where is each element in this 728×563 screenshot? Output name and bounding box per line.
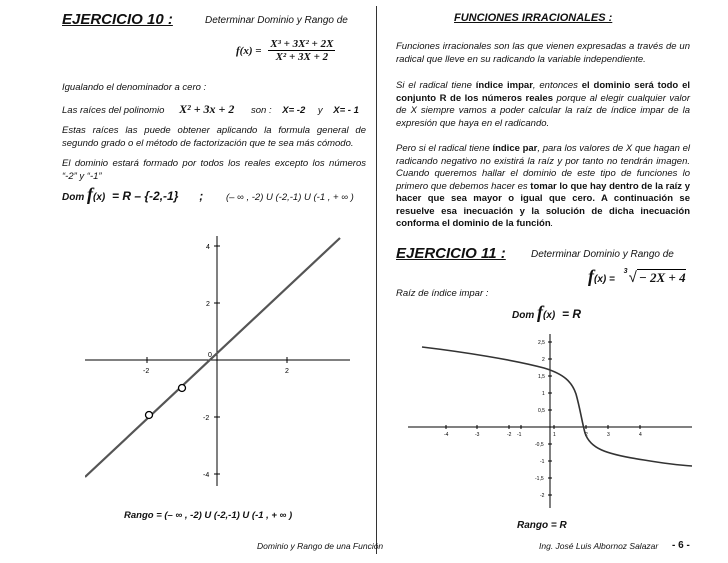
graph1-ytick-3: -2: [203, 415, 210, 422]
function-denominator: X² + 3X + 2: [275, 51, 329, 63]
column-divider: [376, 6, 377, 554]
dom-label: Dom: [62, 192, 85, 203]
p2-e: porque al elegir cualquier valor de X siempre vamos a poder calcular la raíz de índice impar de la expresión que haya en el radicando.: [396, 92, 690, 129]
function-lhs: f(x) =: [236, 44, 262, 57]
graph2-xtick-5: 1: [553, 432, 556, 438]
right-p4: Raíz de índice impar :: [396, 288, 489, 299]
right-p2: [396, 80, 690, 130]
dom-f: f: [87, 184, 94, 204]
dom11-x: (x): [543, 310, 556, 321]
ex11-title: EJERCICIO 11 :: [396, 245, 506, 262]
p3-d: tomar lo que hay dentro de la raíz y hacer que sea mayor o igual que cero. A continuación se resuelve esa inecuación y la solución de dicha inecuación conforma el dominio de la función: [396, 180, 690, 229]
root-1: X= -2: [282, 105, 306, 116]
f11-x: (x) =: [594, 274, 615, 285]
graph1-ytick-2: 2: [206, 301, 210, 308]
roots-y: y: [317, 105, 323, 116]
roots-text: Las raíces del polinomio: [62, 105, 165, 116]
function-numerator: X³ + 3X² + 2X: [270, 38, 334, 50]
graph2-ytick-6: -0,5: [535, 442, 544, 448]
graph2-ytick-5: 0,5: [538, 408, 545, 414]
dom11-label: Dom: [512, 310, 535, 321]
graph2-xtick-3: -2: [507, 432, 512, 438]
dom-sep: ;: [199, 189, 204, 203]
root-2: X= - 1: [333, 105, 359, 116]
graph1: [85, 236, 350, 486]
graph2-xtick-1: -4: [444, 432, 449, 438]
graph2-ytick-2: 2: [542, 357, 545, 363]
graph2-xtick-2: -3: [475, 432, 480, 438]
graph2-xtick-6: 2: [585, 432, 588, 438]
graph2-xtick-7: 3: [607, 432, 610, 438]
f11-f: f: [588, 266, 594, 286]
graph2-ytick-8: -1,5: [535, 476, 544, 482]
p3-c: , para los valores de X que hagan el radicando negativo no existirá la raíz y por tanto no tendrán imagen. Cuando queremos hallar el dominio de este tipo de funciones lo primero que debemos hacer es: [396, 143, 691, 192]
ex10-p1: Igualando el denominador a cero :: [62, 82, 207, 93]
graph1-hole-2: [179, 385, 186, 392]
ex10-roots-line: [62, 103, 359, 118]
graph1-xtick-3: 2: [285, 368, 289, 375]
p2-d: el dominio será todo el conjunto R de los números reales: [396, 80, 690, 104]
graph1-ytick-1: 4: [206, 244, 210, 251]
roots-son: son :: [251, 105, 272, 116]
p2-a: Si el radical tiene: [396, 80, 476, 91]
graph1-hole-1: [146, 412, 153, 419]
ex10-p4: El dominio estará formado por todos los reales excepto los números “-2” y “-1”: [62, 158, 366, 182]
graph2-ytick-3: 1,5: [538, 374, 545, 380]
p3-a: Pero si el radical tiene: [396, 143, 493, 154]
ex10-task: Determinar Dominio y Rango de: [205, 15, 348, 26]
dom-x: (x): [93, 192, 106, 203]
graph2-curve: [422, 347, 692, 466]
ex10-rango: Rango = (– ∞ , -2) U (-2,-1) U (-1 , + ∞ ): [124, 510, 293, 521]
function-fraction: [268, 38, 335, 63]
dom11-value: = R: [562, 307, 582, 321]
graph2-ytick-4: 1: [542, 391, 545, 397]
graph2-xtick-8: 4: [639, 432, 642, 438]
graph2-ytick-1: 2,5: [538, 340, 545, 346]
ex11-rango: Rango = R: [517, 520, 567, 531]
dom-value: = R – {-2,-1}: [112, 189, 179, 203]
f11-radicand: − 2X + 4: [638, 270, 686, 285]
ex10-p3: Estas raíces las puede obtener aplicando la formula general de segundo grado o el método de factorización que te sea más cómodo.: [62, 125, 366, 149]
p3-e: .: [550, 218, 554, 229]
graph2-ytick-7: -1: [540, 459, 545, 465]
footer-author: Ing. José Luis Albornoz Salazar: [539, 541, 659, 551]
p2-c: , entonces: [532, 80, 582, 91]
p2-b: índice impar: [475, 80, 533, 91]
page-number: - 6 -: [672, 540, 690, 551]
graph1-xtick-1: -2: [143, 368, 150, 375]
f11-radical: [623, 268, 686, 286]
section-title: FUNCIONES IRRACIONALES :: [454, 12, 613, 24]
graph1-line: [85, 238, 340, 477]
radical-sign-icon: √: [628, 269, 637, 286]
dom-interval: (– ∞ , -2) U (-2,-1) U (-1 , + ∞ ): [225, 192, 354, 203]
graph2-ytick-9: -2: [540, 493, 545, 499]
roots-polynomial: X² + 3x + 2: [179, 102, 235, 116]
ex11-domain: [512, 302, 581, 323]
footer-left: Dominio y Rango de una Función: [257, 541, 384, 551]
ex11-task: Determinar Dominio y Rango de: [531, 249, 674, 260]
graph2-xtick-4: -1: [517, 432, 522, 438]
f11-index: 3: [623, 268, 628, 275]
ex10-function: [236, 38, 335, 63]
dom11-f: f: [537, 302, 544, 322]
ex11-function: [588, 266, 686, 287]
ex10-title: EJERCICIO 10 :: [62, 11, 173, 28]
graph2: [404, 330, 694, 510]
p3-b: índice par: [492, 143, 538, 154]
graph1-xtick-2: 0: [208, 352, 212, 359]
right-p1: Funciones irracionales son las que vienen expresadas a través de un radical que lleve en su radicando la variable independiente.: [396, 41, 690, 65]
right-p3: [396, 143, 690, 231]
ex10-domain-line: [62, 184, 354, 205]
graph1-ytick-4: -4: [203, 472, 210, 479]
